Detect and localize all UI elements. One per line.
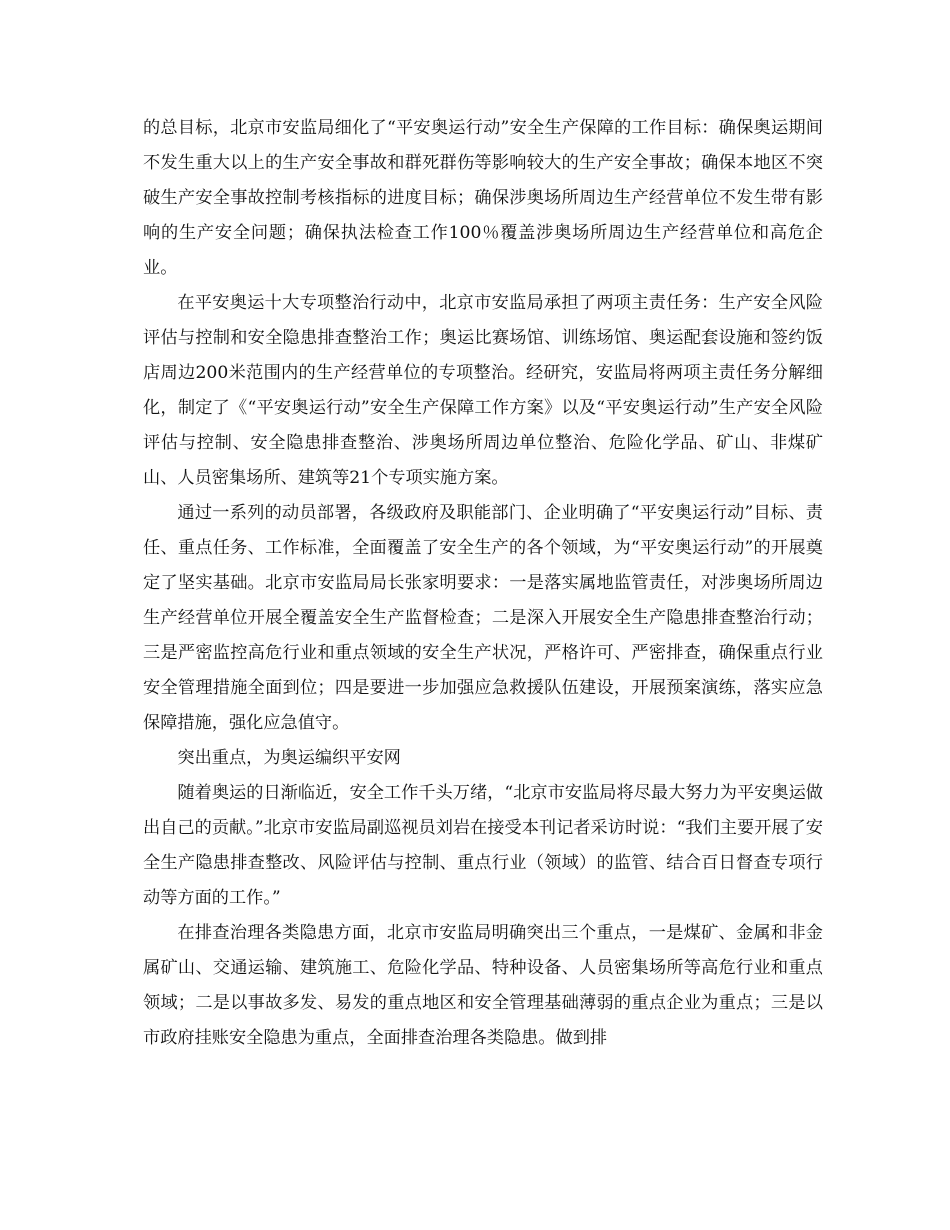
section-heading: 突出重点，为奥运编织平安网	[177, 748, 401, 768]
paragraph-3: 通过一系列的动员部署，各级政府及职能部门、企业明确了“平安奥运行动”目标、责任、重点任务、工作标准，全面覆盖了安全生产的各个领域，为“平安奥运行动”的开展奠定了坚实基础。北京市安监局局长张家明要求：一是落实属地监管责任，对涉奥场所周边生产经营单位开展全覆盖安全生产监督检查；二是深入开展安全生产隐患排查整治行动；三是严密监控高危行业和重点领域的安全生产状况，严格许可、严密排查，确保重点行业安全管理措施全面到位；四是要进一步加强应急救援队伍建设，开展预案演练，落实应急保障措施，强化应急值守。	[143, 503, 823, 733]
paragraph-1: 的总目标，北京市安监局细化了“平安奥运行动”安全生产保障的工作目标：确保奥运期间不发生重大以上的生产安全事故和群死群伤等影响较大的生产安全事故；确保本地区不突破生产安全事故控制考核指标的进度目标；确保涉奥场所周边生产经营单位不发生带有影响的生产安全问题；确保执法检查工作100％覆盖涉奥场所周边生产经营单位和高危企业。	[143, 118, 823, 278]
paragraph-2: 在平安奥运十大专项整治行动中，北京市安监局承担了两项主责任务：生产安全风险评估与控制和安全隐患排查整治工作；奥运比赛场馆、训练场馆、奥运配套设施和签约饭店周边200米范围内的生产经营单位的专项整治。经研究，安监局将两项主责任务分解细化，制定了《“平安奥运行动”安全生产保障工作方案》以及“平安奥运行动”生产安全风险评估与控制、安全隐患排查整治、涉奥场所周边单位整治、危险化学品、矿山、非煤矿山、人员密集场所、建筑等21个专项实施方案。	[143, 293, 823, 488]
document-page	[143, 111, 823, 1056]
paragraph-4: 随着奥运的日渐临近，安全工作千头万绪，“北京市安监局将尽最大努力为平安奥运做出自己的贡献。”北京市安监局副巡视员刘岩在接受本刊记者采访时说：“我们主要开展了安全生产隐患排查整改、风险评估与控制、重点行业（领域）的监管、结合百日督查专项行动等方面的工作。”	[143, 783, 823, 908]
paragraph-5: 在排查治理各类隐患方面，北京市安监局明确突出三个重点，一是煤矿、金属和非金属矿山、交通运输、建筑施工、危险化学品、特种设备、人员密集场所等高危行业和重点领域；二是以事故多发、易发的重点地区和安全管理基础薄弱的重点企业为重点；三是以市政府挂账安全隐患为重点，全面排查治理各类隐患。做到排	[143, 923, 823, 1048]
